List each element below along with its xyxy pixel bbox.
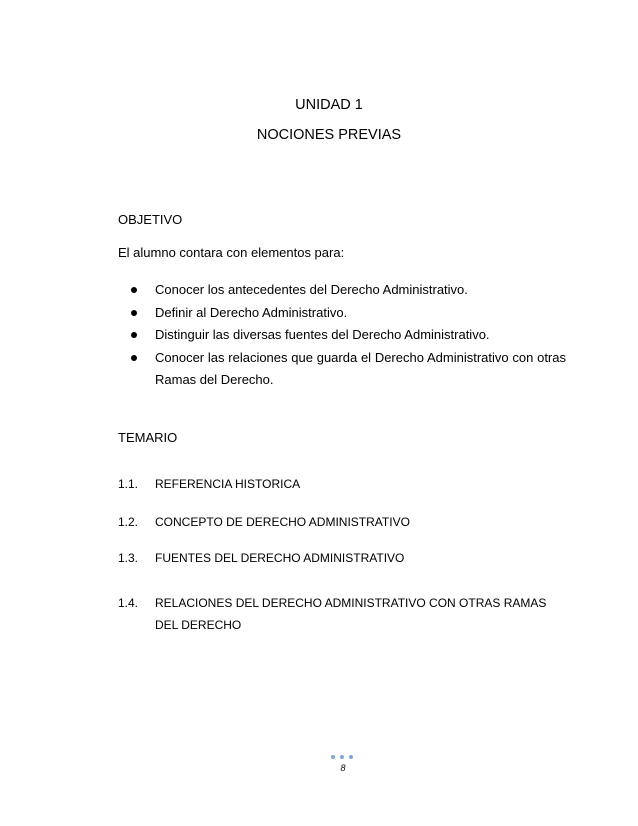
temario-item-text: FUENTES DEL DERECHO ADMINISTRATIVO [155, 551, 405, 565]
footer-dots-icon [331, 755, 355, 761]
unit-subtitle: NOCIONES PREVIAS [256, 127, 402, 143]
temario-item-number: 1.4. [118, 596, 139, 610]
temario-item [118, 511, 566, 533]
page-number: 8 [340, 763, 346, 773]
objetivo-item: Conocer los antecedentes del Derecho Administrativo. [118, 279, 566, 302]
temario-item [118, 473, 566, 495]
temario-item [118, 547, 566, 569]
objetivo-item: Conocer las relaciones que guarda el Derecho Administrativo con otras Ramas del Derecho. [118, 347, 566, 392]
footer-dot [331, 755, 335, 759]
temario-item [118, 592, 566, 636]
footer-dot [349, 755, 353, 759]
temario-item-text: CONCEPTO DE DERECHO ADMINISTRATIVO [155, 515, 410, 529]
objetivo-item: Definir al Derecho Administrativo. [118, 302, 566, 325]
temario-heading: TEMARIO [118, 430, 178, 445]
footer-dot [340, 755, 344, 759]
unit-title: UNIDAD 1 [295, 97, 363, 113]
objetivo-intro: El alumno contara con elementos para: [118, 245, 345, 260]
objetivo-list [118, 279, 566, 392]
temario-item-text: REFERENCIA HISTORICA [155, 477, 301, 491]
objetivo-item: Distinguir las diversas fuentes del Derecho Administrativo. [118, 324, 566, 347]
temario-item-text: RELACIONES DEL DERECHO ADMINISTRATIVO CON OTRAS RAMAS DEL DERECHO [155, 596, 547, 632]
temario-item-number: 1.3. [118, 551, 139, 565]
temario-item-number: 1.1. [118, 477, 139, 491]
temario-item-number: 1.2. [118, 515, 139, 529]
objetivo-heading: OBJETIVO [118, 212, 183, 227]
